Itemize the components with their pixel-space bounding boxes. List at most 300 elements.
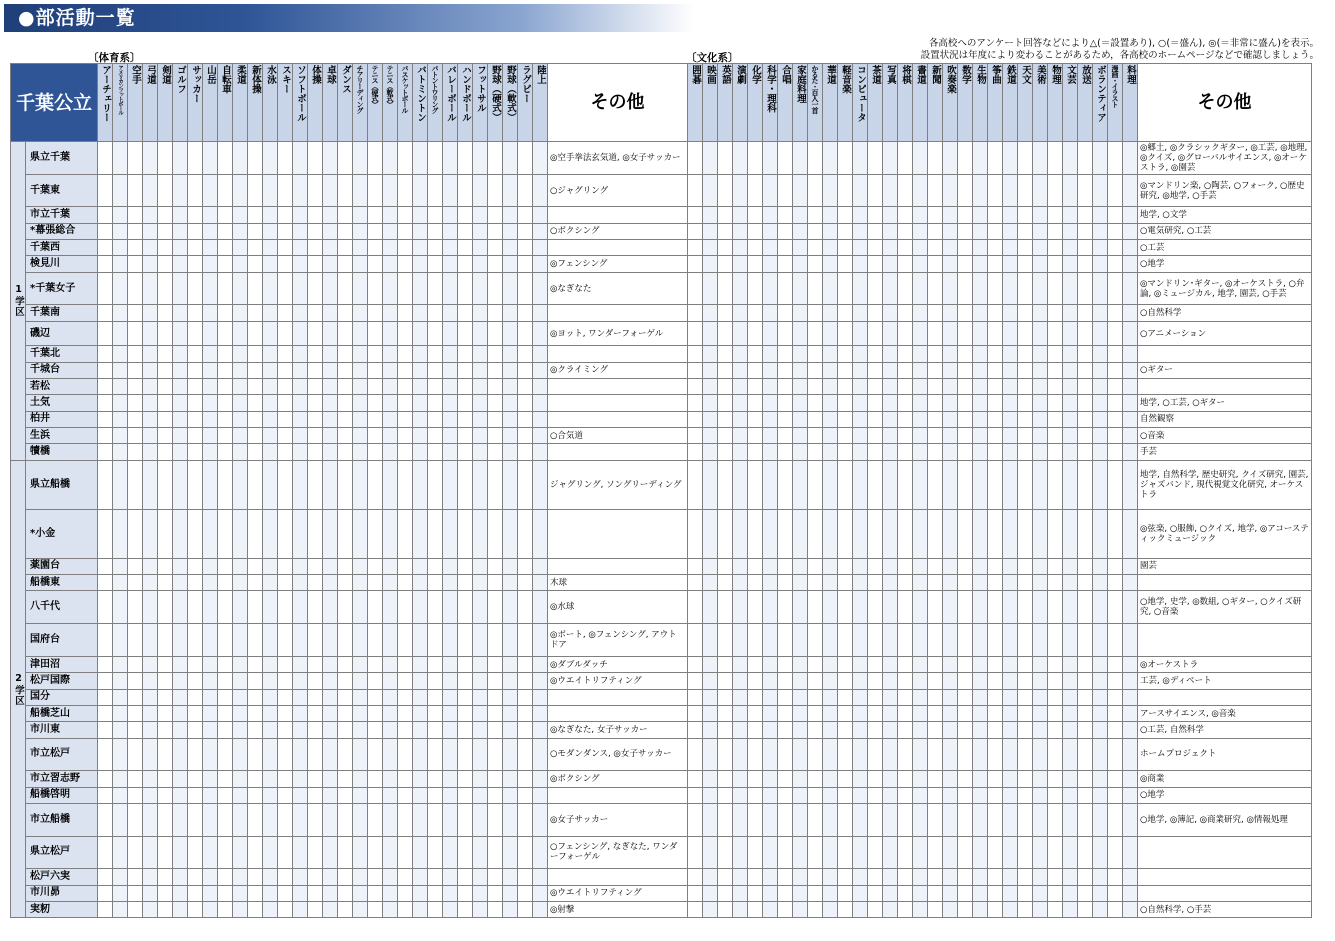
activity-mark <box>473 142 488 175</box>
activity-mark <box>158 362 173 378</box>
activity-mark <box>808 558 823 574</box>
activity-mark <box>898 460 913 509</box>
activity-mark <box>1108 509 1123 558</box>
column-header <box>98 64 113 142</box>
activity-mark <box>308 509 323 558</box>
activity-mark <box>718 738 733 771</box>
activity-mark <box>1108 272 1123 305</box>
activity-mark <box>308 272 323 305</box>
activity-mark <box>518 722 533 738</box>
activity-mark <box>248 836 263 869</box>
activity-mark <box>958 722 973 738</box>
school-name: 国府台 <box>26 624 98 657</box>
column-header <box>808 64 823 142</box>
activity-mark <box>988 395 1003 411</box>
activity-mark <box>233 836 248 869</box>
activity-mark <box>98 591 113 624</box>
activity-mark <box>323 722 338 738</box>
activity-mark <box>293 362 308 378</box>
activity-mark <box>488 256 503 272</box>
activity-mark <box>263 575 278 591</box>
activity-mark <box>1093 673 1108 689</box>
activity-mark <box>488 869 503 885</box>
activity-mark <box>383 738 398 771</box>
activity-mark <box>458 885 473 901</box>
activity-mark <box>868 771 883 787</box>
column-header-label: フットサル <box>475 65 486 113</box>
activity-mark <box>733 689 748 705</box>
activity-mark <box>853 240 868 256</box>
school-name: 国分 <box>26 689 98 705</box>
activity-mark <box>98 362 113 378</box>
activity-mark <box>703 305 718 321</box>
activity-mark <box>533 207 548 223</box>
activity-mark <box>748 321 763 346</box>
activity-mark <box>233 902 248 918</box>
activity-mark <box>113 272 128 305</box>
sports-other-text <box>548 869 688 885</box>
activity-mark <box>128 738 143 771</box>
sports-other-text: ◎ダブルダッチ <box>548 656 688 672</box>
activity-mark <box>853 142 868 175</box>
activity-mark <box>203 207 218 223</box>
activity-mark <box>398 428 413 444</box>
activity-mark <box>748 460 763 509</box>
activity-mark <box>958 705 973 721</box>
activity-mark <box>703 395 718 411</box>
activity-mark <box>263 444 278 460</box>
activity-mark <box>1063 378 1078 394</box>
activity-mark <box>518 656 533 672</box>
activity-mark <box>1063 722 1078 738</box>
column-header <box>368 64 383 142</box>
activity-mark <box>458 321 473 346</box>
activity-mark <box>248 771 263 787</box>
activity-mark <box>503 321 518 346</box>
activity-mark <box>188 444 203 460</box>
activity-mark <box>688 142 703 175</box>
activity-mark <box>988 591 1003 624</box>
activity-mark <box>173 305 188 321</box>
activity-mark <box>853 624 868 657</box>
activity-mark <box>203 395 218 411</box>
activity-mark <box>473 240 488 256</box>
activity-mark <box>368 174 383 207</box>
activity-mark <box>913 803 928 836</box>
activity-mark <box>808 428 823 444</box>
activity-mark <box>748 428 763 444</box>
activity-mark <box>158 836 173 869</box>
activity-mark <box>218 575 233 591</box>
page-title: ●部活動一覧 <box>18 7 136 29</box>
activity-mark <box>793 378 808 394</box>
activity-mark <box>458 509 473 558</box>
school-name: 磯辺 <box>26 321 98 346</box>
activity-mark <box>248 869 263 885</box>
activity-mark <box>778 240 793 256</box>
activity-mark <box>898 509 913 558</box>
activity-mark <box>458 362 473 378</box>
activity-mark <box>823 836 838 869</box>
activity-mark <box>733 240 748 256</box>
column-header <box>383 64 398 142</box>
activity-mark <box>988 509 1003 558</box>
school-name: 市立松戸 <box>26 738 98 771</box>
activity-mark <box>763 787 778 803</box>
activity-mark <box>353 411 368 427</box>
column-header-label: 新体操 <box>250 65 261 94</box>
activity-mark <box>353 378 368 394</box>
column-header <box>1018 64 1033 142</box>
column-header-label: バトミントン <box>415 65 426 122</box>
sports-other-text: ◎女子サッカー <box>548 803 688 836</box>
activity-mark <box>263 771 278 787</box>
sports-other-text <box>548 305 688 321</box>
activity-mark <box>128 836 143 869</box>
activity-mark <box>203 240 218 256</box>
activity-mark <box>443 803 458 836</box>
activity-mark <box>443 673 458 689</box>
activity-mark <box>1048 624 1063 657</box>
activity-mark <box>838 321 853 346</box>
activity-mark <box>808 771 823 787</box>
activity-mark <box>158 305 173 321</box>
activity-mark <box>518 272 533 305</box>
activity-mark <box>263 787 278 803</box>
activity-mark <box>808 591 823 624</box>
column-header-label: 囲碁 <box>690 65 701 84</box>
column-header <box>233 64 248 142</box>
activity-mark <box>278 240 293 256</box>
activity-mark <box>398 256 413 272</box>
activity-mark <box>413 207 428 223</box>
activity-mark <box>233 787 248 803</box>
activity-mark <box>1003 256 1018 272</box>
activity-mark <box>733 705 748 721</box>
activity-mark <box>428 885 443 901</box>
activity-mark <box>443 240 458 256</box>
activity-mark <box>518 362 533 378</box>
activity-mark <box>1018 444 1033 460</box>
activity-mark <box>488 460 503 509</box>
activity-mark <box>703 722 718 738</box>
activity-mark <box>533 321 548 346</box>
activity-mark <box>853 346 868 362</box>
activity-mark <box>853 869 868 885</box>
activity-mark <box>203 705 218 721</box>
activity-mark <box>323 705 338 721</box>
activity-mark <box>748 223 763 239</box>
activity-mark <box>898 142 913 175</box>
activity-mark <box>413 321 428 346</box>
activity-mark <box>413 902 428 918</box>
activity-mark <box>793 395 808 411</box>
activity-mark <box>1078 575 1093 591</box>
activity-mark <box>353 223 368 239</box>
activity-mark <box>733 346 748 362</box>
activity-mark <box>1123 771 1138 787</box>
activity-mark <box>928 411 943 427</box>
activity-mark <box>808 624 823 657</box>
activity-mark <box>853 428 868 444</box>
activity-mark <box>868 705 883 721</box>
activity-mark <box>1078 428 1093 444</box>
activity-mark <box>913 738 928 771</box>
activity-mark <box>503 836 518 869</box>
activity-mark <box>898 240 913 256</box>
activity-mark <box>1108 738 1123 771</box>
activity-mark <box>1093 869 1108 885</box>
activity-mark <box>488 722 503 738</box>
activity-mark <box>883 689 898 705</box>
activity-mark <box>98 624 113 657</box>
sports-other-text: ◎ヨット, ワンダーフォーゲル <box>548 321 688 346</box>
activity-mark <box>248 240 263 256</box>
activity-mark <box>353 722 368 738</box>
activity-mark <box>323 885 338 901</box>
activity-mark <box>703 321 718 346</box>
activity-mark <box>518 705 533 721</box>
activity-mark <box>203 738 218 771</box>
activity-mark <box>958 771 973 787</box>
activity-mark <box>1018 142 1033 175</box>
activity-mark <box>173 444 188 460</box>
activity-mark <box>338 240 353 256</box>
activity-mark <box>383 803 398 836</box>
activity-mark <box>733 722 748 738</box>
activity-mark <box>338 902 353 918</box>
activity-mark <box>503 346 518 362</box>
column-header-label: 山岳 <box>205 65 216 84</box>
activity-mark <box>308 836 323 869</box>
activity-mark <box>868 411 883 427</box>
activity-mark <box>368 411 383 427</box>
activity-mark <box>158 885 173 901</box>
activity-mark <box>763 362 778 378</box>
activity-mark <box>913 689 928 705</box>
activity-mark <box>838 575 853 591</box>
activity-mark <box>1108 362 1123 378</box>
activity-mark <box>503 885 518 901</box>
activity-mark <box>218 656 233 672</box>
activity-mark <box>1123 395 1138 411</box>
table-row <box>11 378 1312 394</box>
activity-mark <box>518 836 533 869</box>
activity-mark <box>973 836 988 869</box>
activity-mark <box>518 207 533 223</box>
activity-mark <box>718 346 733 362</box>
activity-mark <box>1123 575 1138 591</box>
activity-mark <box>188 174 203 207</box>
table-row <box>11 869 1312 885</box>
activity-mark <box>533 256 548 272</box>
column-header <box>733 64 748 142</box>
culture-other-text: 園芸 <box>1138 558 1312 574</box>
activity-mark <box>128 346 143 362</box>
column-header <box>778 64 793 142</box>
activity-mark <box>808 305 823 321</box>
activity-mark <box>1033 395 1048 411</box>
activity-mark <box>808 689 823 705</box>
activity-mark <box>1033 787 1048 803</box>
activity-mark <box>353 460 368 509</box>
activity-mark <box>473 444 488 460</box>
column-header-label: 華道 <box>825 65 836 84</box>
activity-mark <box>113 460 128 509</box>
activity-mark <box>1033 346 1048 362</box>
activity-mark <box>278 321 293 346</box>
activity-mark <box>338 591 353 624</box>
activity-mark <box>113 509 128 558</box>
activity-mark <box>808 223 823 239</box>
activity-mark <box>338 142 353 175</box>
activity-mark <box>973 624 988 657</box>
activity-mark <box>518 509 533 558</box>
activity-mark <box>1003 558 1018 574</box>
activity-mark <box>808 575 823 591</box>
activity-mark <box>428 558 443 574</box>
activity-mark <box>293 656 308 672</box>
activity-mark <box>778 509 793 558</box>
activity-mark <box>413 771 428 787</box>
activity-mark <box>128 362 143 378</box>
activity-mark <box>383 395 398 411</box>
activity-mark <box>263 223 278 239</box>
activity-mark <box>1048 673 1063 689</box>
activity-mark <box>958 591 973 624</box>
activity-mark <box>368 321 383 346</box>
activity-mark <box>233 705 248 721</box>
activity-mark <box>1033 803 1048 836</box>
activity-mark <box>1123 460 1138 509</box>
school-name: 県立船橋 <box>26 460 98 509</box>
activity-mark <box>1048 689 1063 705</box>
activity-mark <box>943 624 958 657</box>
activity-mark <box>158 656 173 672</box>
activity-mark <box>733 771 748 787</box>
activity-mark <box>533 705 548 721</box>
activity-mark <box>98 272 113 305</box>
activity-mark <box>203 624 218 657</box>
activity-mark <box>718 656 733 672</box>
activity-mark <box>218 223 233 239</box>
activity-mark <box>943 444 958 460</box>
activity-mark <box>973 223 988 239</box>
activity-mark <box>1018 223 1033 239</box>
activity-mark <box>913 272 928 305</box>
activity-mark <box>383 558 398 574</box>
activity-mark <box>883 575 898 591</box>
activity-mark <box>368 902 383 918</box>
column-header <box>793 64 808 142</box>
activity-mark <box>188 771 203 787</box>
activity-mark <box>688 174 703 207</box>
activity-mark <box>443 624 458 657</box>
activity-mark <box>458 575 473 591</box>
activity-mark <box>443 738 458 771</box>
activity-mark <box>838 787 853 803</box>
activity-mark <box>368 722 383 738</box>
activity-mark <box>733 411 748 427</box>
activity-mark <box>128 428 143 444</box>
activity-mark <box>233 771 248 787</box>
activity-mark <box>158 689 173 705</box>
activity-mark <box>688 902 703 918</box>
activity-mark <box>533 444 548 460</box>
activity-mark <box>368 705 383 721</box>
activity-mark <box>293 321 308 346</box>
activity-mark <box>763 444 778 460</box>
activity-mark <box>323 509 338 558</box>
activity-mark <box>703 771 718 787</box>
activity-mark <box>218 558 233 574</box>
activity-mark <box>533 223 548 239</box>
activity-mark <box>823 509 838 558</box>
activity-mark <box>958 624 973 657</box>
activity-mark <box>323 738 338 771</box>
activity-mark <box>823 444 838 460</box>
culture-other-text: ○音楽 <box>1138 428 1312 444</box>
activity-mark <box>883 272 898 305</box>
activity-mark <box>173 738 188 771</box>
sports-other-text: ○合気道 <box>548 428 688 444</box>
activity-mark <box>113 591 128 624</box>
activity-mark <box>353 738 368 771</box>
activity-mark <box>1078 362 1093 378</box>
activity-mark <box>338 722 353 738</box>
activity-mark <box>868 558 883 574</box>
activity-mark <box>1063 738 1078 771</box>
activity-mark <box>1063 460 1078 509</box>
activity-mark <box>1033 673 1048 689</box>
activity-mark <box>1063 174 1078 207</box>
activity-mark <box>1093 738 1108 771</box>
activity-mark <box>883 362 898 378</box>
activity-mark <box>203 902 218 918</box>
activity-mark <box>808 673 823 689</box>
activity-mark <box>293 591 308 624</box>
activity-mark <box>218 902 233 918</box>
activity-mark <box>1048 346 1063 362</box>
activity-mark <box>793 362 808 378</box>
activity-mark <box>868 591 883 624</box>
activity-mark <box>188 575 203 591</box>
activity-mark <box>808 142 823 175</box>
activity-mark <box>473 771 488 787</box>
activity-mark <box>883 395 898 411</box>
activity-mark <box>278 869 293 885</box>
activity-mark <box>1093 378 1108 394</box>
activity-mark <box>128 902 143 918</box>
activity-mark <box>913 869 928 885</box>
activity-mark <box>778 395 793 411</box>
activity-mark <box>518 223 533 239</box>
activity-mark <box>958 673 973 689</box>
activity-mark <box>883 174 898 207</box>
activity-mark <box>428 689 443 705</box>
activity-mark <box>473 869 488 885</box>
activity-mark <box>1003 223 1018 239</box>
activity-mark <box>733 174 748 207</box>
activity-mark <box>1003 395 1018 411</box>
activity-mark <box>368 738 383 771</box>
activity-mark <box>323 223 338 239</box>
activity-mark <box>188 321 203 346</box>
activity-mark <box>898 836 913 869</box>
activity-mark <box>988 869 1003 885</box>
activity-mark <box>503 738 518 771</box>
activity-mark <box>1093 240 1108 256</box>
